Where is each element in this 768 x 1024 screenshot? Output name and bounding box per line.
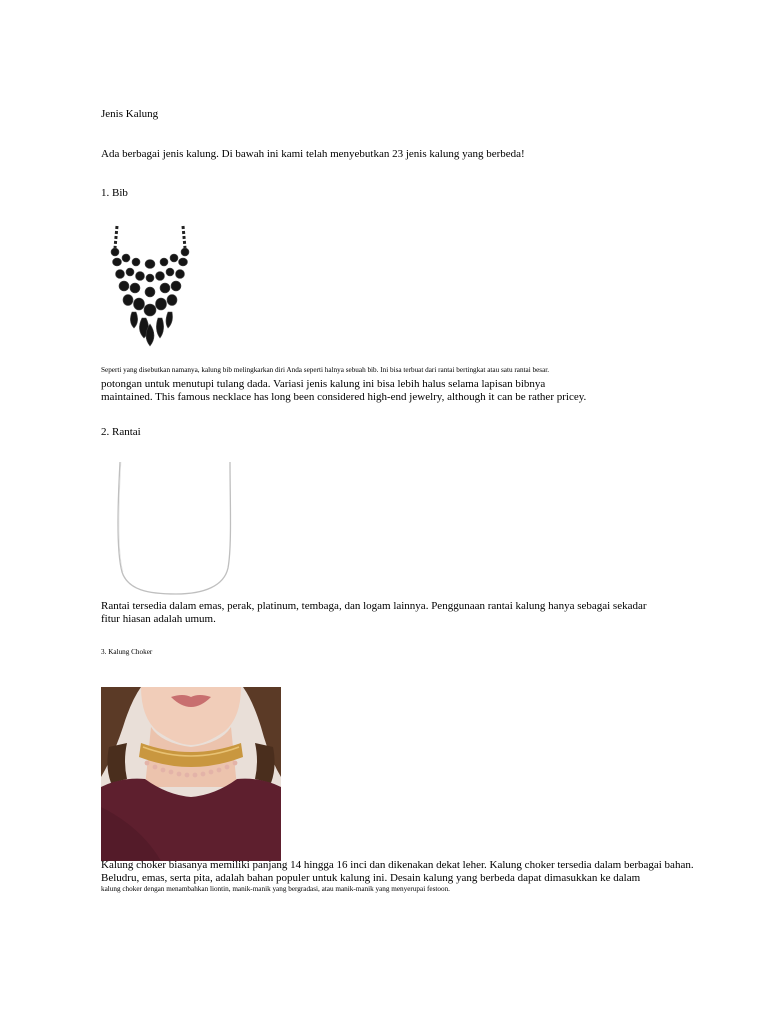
bib-description-line: maintained. This famous necklace has long been considered high-end jewelry, although it can be rather pricey.	[101, 391, 587, 403]
rantai-description-line: fitur hiasan adalah umum.	[101, 613, 216, 625]
choker-description-line: Kalung choker biasanya memiliki panjang 14 hingga 16 inci dan dikenakan dekat leher. Kalung choker tersedia dalam berbagai bahan.	[101, 859, 694, 871]
silver-chain-necklace-image	[108, 460, 242, 598]
rantai-description-line: Rantai tersedia dalam emas, perak, platinum, tembaga, dan logam lainnya. Penggunaan rantai kalung hanya sebagai sekadar	[101, 600, 647, 612]
page-title: Jenis Kalung	[101, 108, 159, 120]
intro-paragraph: Ada berbagai jenis kalung. Di bawah ini kami telah menyebutkan 23 jenis kalung yang berbeda!	[101, 148, 525, 160]
choker-description-line: kalung choker dengan menambahkan liontin, manik-manik yang bergradasi, atau manik-manik yang menyerupai festoon.	[101, 885, 450, 893]
section-heading-rantai: 2. Rantai	[101, 426, 141, 438]
bib-description-line: potongan untuk menutupi tulang dada. Variasi jenis kalung ini bisa lebih halus selama lapisan bibnya	[101, 378, 546, 390]
bib-description-line: Seperti yang disebutkan namanya, kalung bib melingkarkan diri Anda seperti halnya sebuah bib. Ini bisa terbuat dari rantai bertingkat atau satu rantai besar.	[101, 366, 550, 374]
section-heading-choker: 3. Kalung Choker	[101, 648, 153, 656]
section-heading-bib: 1. Bib	[101, 187, 128, 199]
choker-description-line: Beludru, emas, serta pita, adalah bahan populer untuk kalung ini. Desain kalung yang berbeda dapat dimasukkan ke dalam	[101, 872, 641, 884]
gold-choker-necklace-photo	[101, 687, 281, 861]
black-bib-necklace-image	[104, 222, 196, 350]
